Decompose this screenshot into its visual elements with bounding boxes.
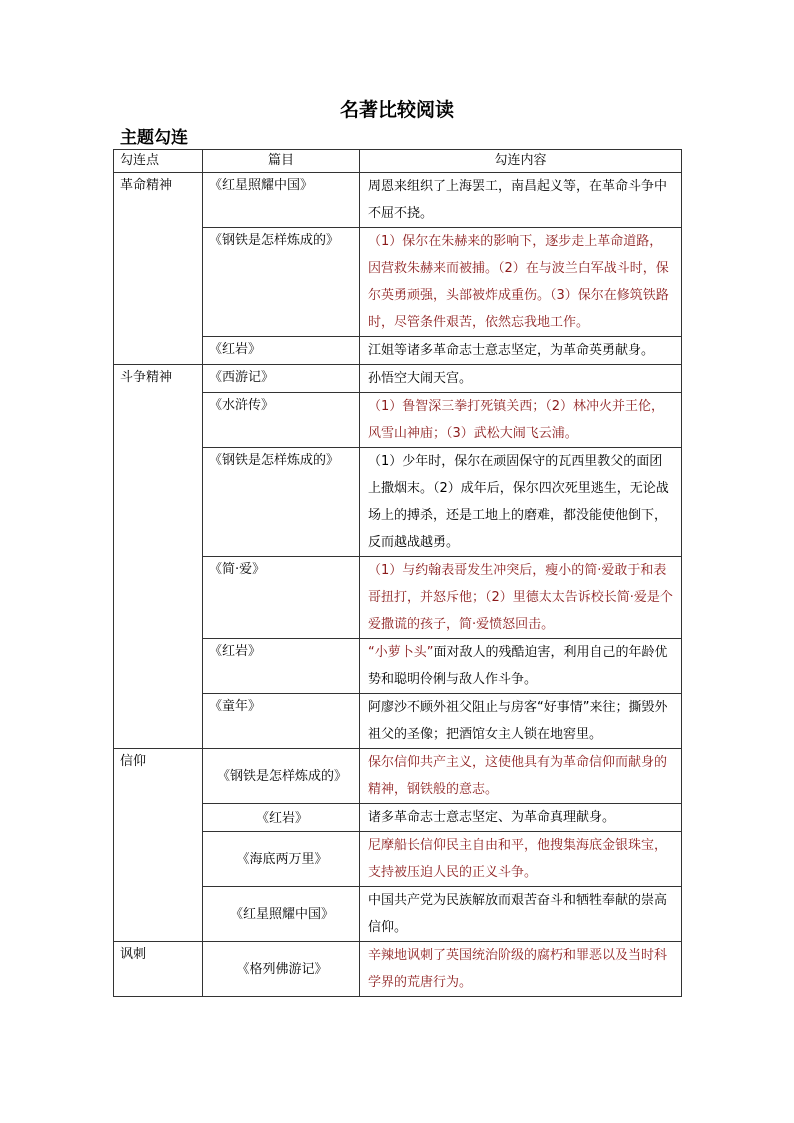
content-cell	[360, 639, 682, 694]
topic-cell: 讽刺	[114, 942, 203, 997]
book-cell: 《红岩》	[203, 337, 360, 365]
content-cell: 保尔信仰共产主义，这使他具有为革命信仰而献身的精神，钢铁般的意志。	[360, 749, 682, 804]
book-cell: 《红岩》	[203, 639, 360, 694]
header-topic: 勾连点	[114, 150, 203, 173]
table-row	[114, 749, 682, 804]
topic-cell: 斗争精神	[114, 365, 203, 749]
highlight-name: “小萝卜头”	[368, 645, 434, 660]
content-text: 面对敌人的残酷迫害，利用自己的年龄优势和聪明伶俐与敌人作斗争。	[368, 645, 668, 687]
book-cell: 《简·爱》	[203, 557, 360, 639]
book-cell: 《格列佛游记》	[203, 942, 360, 997]
content-cell: （1）保尔在朱赫来的影响下，逐步走上革命道路，因营救朱赫来而被捕。（2）在与波兰白军战斗时，保尔英勇顽强，头部被炸成重伤。（3）保尔在修筑铁路时，尽管条件艰苦，依然忘我地工作。	[360, 228, 682, 337]
book-cell: 《钢铁是怎样炼成的》	[203, 448, 360, 557]
book-cell: 《红星照耀中国》	[203, 173, 360, 228]
content-cell: 辛辣地讽刺了英国统治阶级的腐朽和罪恶以及当时科学界的荒唐行为。	[360, 942, 682, 997]
table-row	[114, 942, 682, 997]
book-cell: 《钢铁是怎样炼成的》	[203, 228, 360, 337]
book-cell: 《钢铁是怎样炼成的》	[203, 749, 360, 804]
header-content: 勾连内容	[360, 150, 682, 173]
comparison-table	[113, 149, 682, 997]
content-cell: 江姐等诸多革命志士意志坚定，为革命英勇献身。	[360, 337, 682, 365]
page-title: 名著比较阅读	[339, 99, 454, 121]
topic-cell: 信仰	[114, 749, 203, 942]
book-cell: 《西游记》	[203, 365, 360, 393]
content-cell: （1）少年时，保尔在顽固保守的瓦西里教父的面团上撒烟末。（2）成年后，保尔四次死里逃生，无论战场上的搏杀，还是工地上的磨难，都没能使他倒下，反而越战越勇。	[360, 448, 682, 557]
content-cell: 周恩来组织了上海罢工，南昌起义等，在革命斗争中不屈不挠。	[360, 173, 682, 228]
book-cell: 《童年》	[203, 694, 360, 749]
content-cell: （1）鲁智深三拳打死镇关西；（2）林冲火并王伦，风雪山神庙；（3）武松大闹飞云浦。	[360, 393, 682, 448]
header-book: 篇目	[203, 150, 360, 173]
content-cell: （1）与约翰表哥发生冲突后，瘦小的简·爱敢于和表哥扭打，并怒斥他；（2）里德太太告诉校长简·爱是个爱撒谎的孩子，简·爱愤怒回击。	[360, 557, 682, 639]
book-cell: 《海底两万里》	[203, 832, 360, 887]
book-cell: 《红星照耀中国》	[203, 887, 360, 942]
table-row	[114, 173, 682, 228]
table-row	[114, 365, 682, 393]
topic-cell: 革命精神	[114, 173, 203, 365]
book-cell: 《水浒传》	[203, 393, 360, 448]
content-cell: 孙悟空大闹天宫。	[360, 365, 682, 393]
content-cell: 尼摩船长信仰民主自由和平，他搜集海底金银珠宝，支持被压迫人民的正义斗争。	[360, 832, 682, 887]
content-cell: 中国共产党为民族解放而艰苦奋斗和牺牲奉献的崇高信仰。	[360, 887, 682, 942]
section-title: 主题勾连	[120, 128, 188, 148]
table-header-row	[114, 150, 682, 173]
book-cell: 《红岩》	[203, 804, 360, 832]
content-cell: 阿廖沙不顾外祖父阻止与房客“好事情”来往；撕毁外祖父的圣像；把酒馆女主人锁在地窖里。	[360, 694, 682, 749]
content-cell: 诸多革命志士意志坚定、为革命真理献身。	[360, 804, 682, 832]
